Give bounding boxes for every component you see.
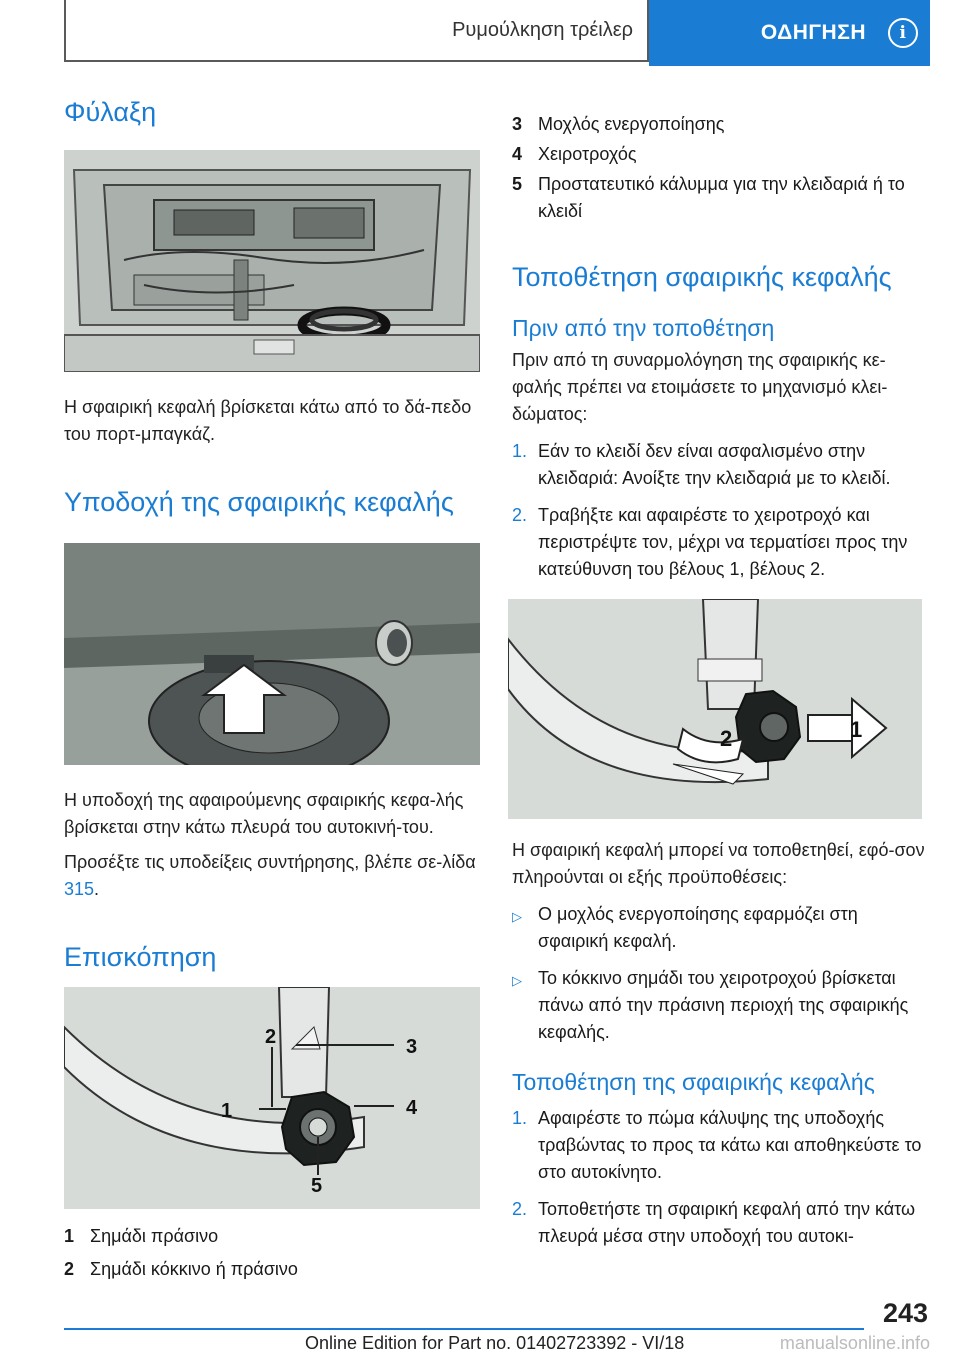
overview-legend-left [64, 1223, 480, 1283]
legend-number: 5 [512, 174, 523, 194]
condition-item [512, 901, 928, 955]
overview-illustration [64, 987, 480, 1209]
heading-overview: Επισκόπηση [64, 941, 217, 972]
fig-label-3: 3 [406, 1036, 418, 1059]
heading-storage: Φύλαξη [64, 97, 157, 127]
legend-item [64, 1256, 480, 1283]
overview-legend-right [512, 111, 928, 225]
legend-item [512, 171, 928, 225]
steps-mounting [512, 1105, 928, 1250]
chapter-tab[interactable] [649, 0, 930, 66]
fig-arrow-2: 2 [720, 725, 733, 751]
receptacle-illustration [64, 543, 480, 765]
before-text: Πριν από τη συναρμολόγηση της σφαιρικής κε-φαλής πρέπει να ετοιμάσετε το μηχανισμό κλει-δώματος: [512, 349, 888, 424]
maintenance-notes [64, 849, 480, 903]
receptacle-text: Η υποδοχή της αφαιρούμενης σφαιρικής κεφα-λής βρίσκεται στην κάτω πλευρά του αυτοκινή-του. [64, 789, 464, 837]
notes-text: Προσέξτε τις υποδείξεις συντήρησης, βλέπε σε-λίδα [64, 851, 476, 872]
legend-number: 2 [64, 1259, 75, 1280]
step-number: 2. [512, 1198, 528, 1219]
fig-label-1: 1 [221, 1100, 233, 1123]
condition-list [512, 901, 928, 1046]
legend-item [512, 111, 928, 138]
legend-text: Σημάδι πράσινο [90, 1226, 219, 1247]
step-item [512, 1105, 928, 1186]
condition-item [512, 965, 928, 1046]
notes-end: . [94, 878, 100, 899]
step-item [512, 502, 928, 583]
footer-divider [64, 1328, 864, 1330]
condition-text: Ο μοχλός ενεργοποίησης εφαρμόζει στη σφαιρική κεφαλή. [538, 903, 858, 951]
step-item [512, 438, 928, 492]
conditions-text: Η σφαιρική κεφαλή μπορεί να τοποθετηθεί, εφό-σον πληρούνται οι εξής προϋποθέσεις: [512, 839, 925, 887]
triangle-bullet-icon: ▷ [512, 972, 522, 988]
heading-receptacle: Υποδοχή της σφαιρικής κεφαλής [64, 487, 454, 518]
step-text: Τραβήξτε και αφαιρέστε το χειροτροχό και περιστρέψτε τον, μέχρι να τερματίσει προς την κατεύθυνση του βέλους 1, βέλους 2. [538, 504, 908, 579]
step-number: 2. [512, 504, 528, 525]
step-text: Αφαιρέστε το πώμα κάλυψης της υποδοχής τραβώντας το προς τα κάτω και αποθηκεύστε το στο αυτοκίνητο. [538, 1107, 922, 1182]
legend-number: 4 [512, 144, 523, 164]
page-header [64, 0, 930, 66]
legend-number: 3 [512, 114, 523, 134]
heading-before: Πριν από την τοποθέτηση [512, 315, 775, 342]
steps-before [512, 438, 928, 583]
chapter-title: ΟΔΗΓΗΣΗ [760, 21, 866, 44]
page-number: 243 [882, 1298, 928, 1328]
legend-text: Μοχλός ενεργοποίησης [538, 114, 725, 134]
step-number: 1. [512, 440, 528, 461]
legend-number: 1 [64, 1226, 75, 1247]
trunk-storage-illustration [64, 150, 480, 372]
legend-item [512, 141, 928, 168]
fig-label-5: 5 [311, 1175, 323, 1198]
legend-text: Χειροτροχός [538, 144, 637, 164]
step-text: Τοποθετήστε τη σφαιρική κεφαλή από την κάτω πλευρά μέσα στην υποδοχή του αυτοκι- [538, 1198, 916, 1246]
heading-mount: Τοποθέτηση σφαιρικής κεφαλής [512, 262, 892, 292]
fig-label-4: 4 [406, 1097, 418, 1120]
heading-mounting: Τοποθέτηση της σφαιρικής κεφαλής [512, 1068, 875, 1095]
right-column [512, 111, 928, 1250]
legend-text: Προστατευτικό κάλυμμα για την κλειδαριά ή το κλειδί [538, 174, 905, 221]
page-link[interactable]: 315 [64, 878, 95, 899]
storage-text: Η σφαιρική κεφαλή βρίσκεται κάτω από το δά-πεδο του πορτ-μπαγκάζ. [64, 397, 472, 445]
fig-label-2: 2 [265, 1026, 277, 1049]
legend-item [64, 1223, 480, 1250]
handwheel-illustration [508, 599, 922, 819]
section-title: Ρυμούλκηση τρέιλερ [64, 0, 649, 62]
footer-edition: Online Edition for Part no. 01402723392 - VI/18 [305, 1333, 685, 1353]
step-number: 1. [512, 1107, 528, 1128]
legend-text: Σημάδι κόκκινο ή πράσινο [90, 1259, 298, 1280]
fig-arrow-1: 1 [850, 716, 863, 742]
watermark: manualsonline.info [779, 1333, 930, 1353]
info-icon[interactable]: i [888, 18, 918, 48]
left-column [64, 96, 480, 1283]
condition-text: Το κόκκινο σημάδι του χειροτροχού βρίσκεται πάνω από την πράσινη περιοχή της σφαιρικής κεφαλής. [538, 967, 909, 1042]
triangle-bullet-icon: ▷ [512, 908, 522, 924]
step-text: Εάν το κλειδί δεν είναι ασφαλισμένο στην κλειδαριά: Ανοίξτε την κλειδαριά με το κλειδί. [538, 440, 891, 488]
step-item [512, 1196, 928, 1250]
